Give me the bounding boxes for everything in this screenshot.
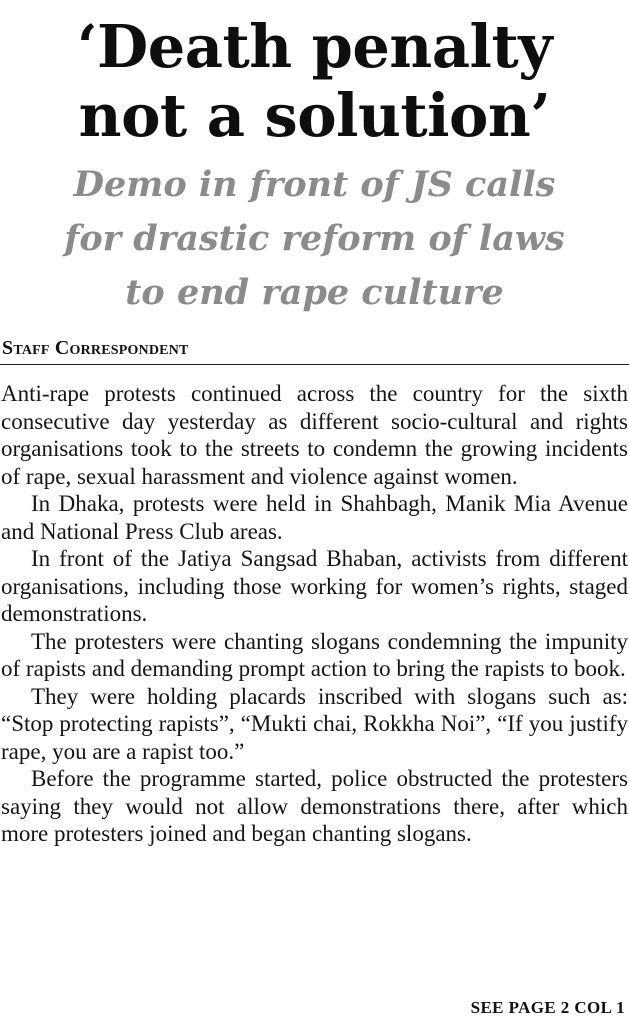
headline-line-1: ‘Death penalty — [76, 12, 553, 81]
article-paragraph: They were holding placards inscribed with slogans such as: “Stop protecting rapists”, “Mukti chai, Rokkha Noi”, “If you justify rape, you are a rapist too.” — [1, 683, 628, 764]
article-paragraph: In front of the Jatiya Sangsad Bhaban, activists from different organisations, including those working for women’s rights, staged demonstrations. — [1, 546, 628, 626]
byline-divider — [0, 364, 629, 365]
subheadline-line-1: Demo in front of JS calls — [73, 164, 556, 205]
byline: Staff Correspondent — [2, 337, 189, 359]
subheadline — [0, 158, 629, 320]
article-paragraph: In Dhaka, protests were held in Shahbagh, Manik Mia Avenue and National Press Club areas. — [1, 491, 628, 544]
subheadline-line-2: for drastic reform of laws — [64, 218, 565, 259]
article-paragraph: The protesters were chanting slogans condemning the impunity of rapists and demanding prompt action to bring the rapists to book. — [1, 628, 628, 681]
subheadline-line-3: to end rape culture — [125, 272, 504, 313]
article-body — [0, 380, 629, 848]
article-paragraph: Before the programme started, police obstructed the protesters saying they would not allow demonstrations there, after which more protesters joined and began chanting slogans. — [1, 766, 628, 846]
continued-on-page-line: SEE PAGE 2 COL 1 — [470, 998, 625, 1017]
headline-line-2: not a solution’ — [78, 81, 551, 150]
article-paragraph: Anti-rape protests continued across the country for the sixth consecutive day yesterday as different socio-cultural and rights organisations took to the streets to condemn the growing incidents of rape, sexual harassment and violence against women. — [1, 381, 628, 489]
headline — [0, 0, 629, 150]
